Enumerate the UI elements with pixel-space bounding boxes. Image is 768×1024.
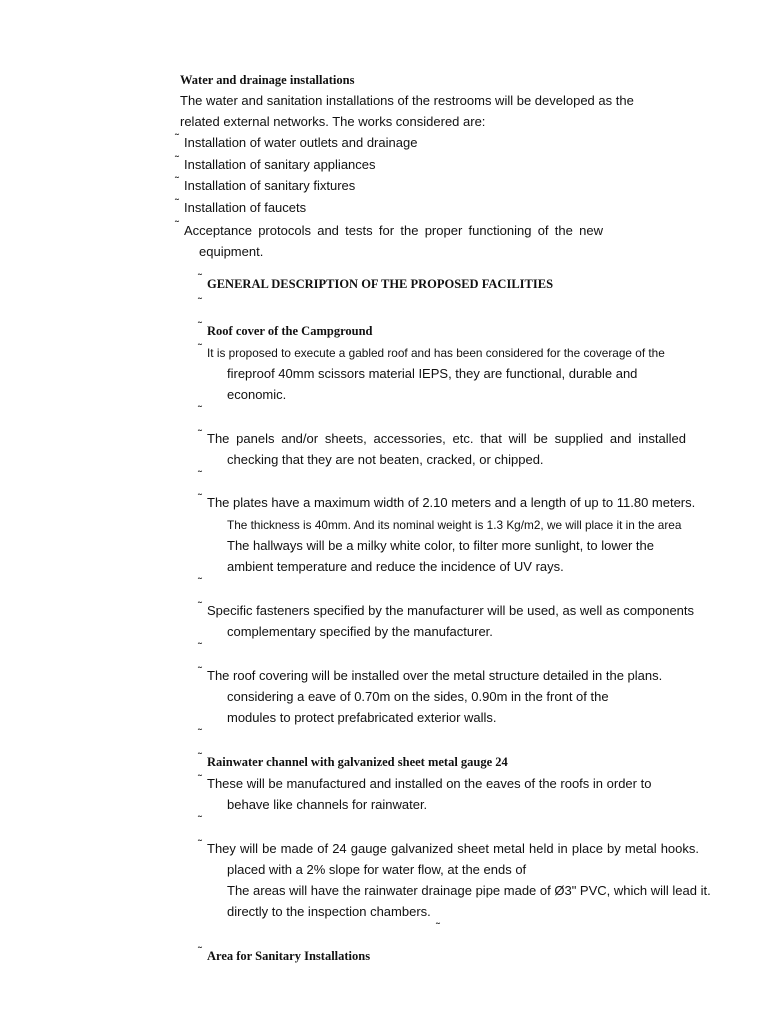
bullet-mark: ˜ — [175, 196, 179, 210]
intro-line-1: The water and sanitation installations of the restrooms will be developed as the — [180, 93, 634, 108]
bullet-mark: ˜ — [198, 403, 202, 417]
bullet-mark: ˜ — [198, 944, 202, 958]
paragraph-line: economic. — [227, 387, 287, 402]
list-item: Acceptance protocols and tests for the proper functioning of the new — [184, 223, 603, 238]
bullet-mark: ˜ — [198, 427, 202, 441]
bullet-mark: ˜ — [175, 174, 179, 188]
paragraph-line: ambient temperature and reduce the incidence of UV rays. — [227, 559, 564, 574]
paragraph-line: modules to protect prefabricated exterior walls. — [227, 710, 497, 725]
intro-line-2: related external networks. The works considered are: — [180, 114, 486, 129]
list-item: Installation of water outlets and drainage — [184, 135, 418, 150]
general-description-heading: GENERAL DESCRIPTION OF THE PROPOSED FACILITIES — [207, 277, 554, 291]
paragraph-line: placed with a 2% slope for water flow, at the ends of — [227, 862, 527, 877]
paragraph-line: fireproof 40mm scissors material IEPS, they are functional, durable and — [227, 366, 638, 381]
bullet-mark: ˜ — [198, 341, 202, 355]
paragraph-line: Specific fasteners specified by the manufacturer will be used, as well as components — [207, 603, 695, 618]
bullet-mark: ˜ — [198, 319, 202, 333]
paragraph-line: The plates have a maximum width of 2.10 meters and a length of up to 11.80 meters. — [207, 495, 696, 510]
paragraph-line: checking that they are not beaten, cracked, or chipped. — [227, 452, 544, 467]
paragraph-line: They will be made of 24 gauge galvanized sheet metal held in place by metal hooks. — [207, 841, 699, 856]
bullet-mark: ˜ — [198, 750, 202, 764]
paragraph-line: The thickness is 40mm. And its nominal weight is 1.3 Kg/m2, we will place it in the area — [227, 518, 682, 532]
bullet-mark: ˜ — [198, 575, 202, 589]
bullet-mark: ˜ — [175, 153, 179, 167]
paragraph-line: These will be manufactured and installed on the eaves of the roofs in order to — [207, 776, 652, 791]
section-heading-water-drainage: Water and drainage installations — [180, 73, 355, 87]
list-item-continuation: equipment. — [199, 244, 264, 259]
bullet-mark: ˜ — [198, 599, 202, 613]
paragraph-line: The roof covering will be installed over the metal structure detailed in the plans. — [207, 668, 663, 683]
paragraph-line: complementary specified by the manufacturer. — [227, 624, 493, 639]
paragraph-line: The hallways will be a milky white color, to filter more sunlight, to lower the — [227, 538, 655, 553]
bullet-mark: ˜ — [198, 468, 202, 482]
bullet-mark: ˜ — [198, 271, 202, 285]
rainwater-heading: Rainwater channel with galvanized sheet metal gauge 24 — [207, 755, 508, 769]
paragraph-line: considering a eave of 0.70m on the sides, 0.90m in the front of the — [227, 689, 609, 704]
sanitary-installations-heading: Area for Sanitary Installations — [207, 949, 371, 963]
paragraph-line: The panels and/or sheets, accessories, etc. that will be supplied and installed — [207, 431, 686, 446]
paragraph-line: The areas will have the rainwater drainage pipe made of Ø3" PVC, which will lead it. — [227, 883, 711, 898]
bullet-mark: ˜ — [198, 837, 202, 851]
list-item: Installation of sanitary appliances — [184, 157, 376, 172]
bullet-mark: ˜ — [198, 491, 202, 505]
list-item: Installation of faucets — [184, 200, 307, 215]
bullet-mark: ˜ — [198, 295, 202, 309]
paragraph-line: directly to the inspection chambers. — [227, 904, 431, 919]
bullet-mark: ˜ — [198, 726, 202, 740]
bullet-mark: ˜ — [175, 218, 179, 232]
list-item: Installation of sanitary fixtures — [184, 178, 356, 193]
bullet-mark: ˜ — [198, 640, 202, 654]
bullet-mark: ˜ — [198, 813, 202, 827]
roof-heading: Roof cover of the Campground — [207, 324, 373, 338]
bullet-mark: ˜ — [436, 920, 440, 934]
paragraph-line: behave like channels for rainwater. — [227, 797, 428, 812]
bullet-mark: ˜ — [198, 664, 202, 678]
bullet-mark: ˜ — [198, 772, 202, 786]
paragraph-line: It is proposed to execute a gabled roof and has been considered for the coverage of the — [207, 346, 665, 360]
bullet-mark: ˜ — [175, 131, 179, 145]
